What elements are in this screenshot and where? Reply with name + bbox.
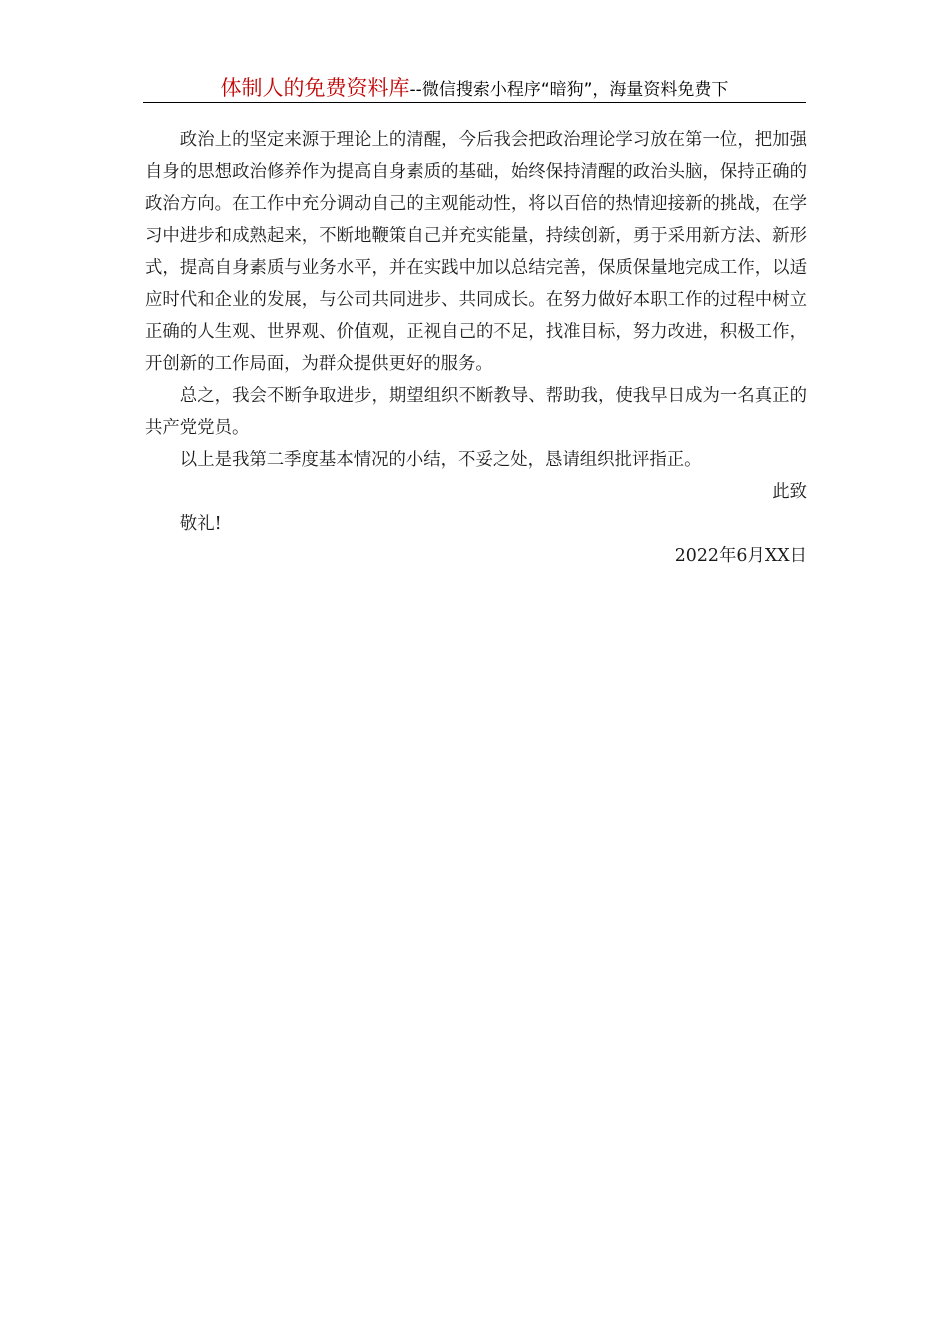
- salutation-regards: 敬礼!: [179, 514, 222, 534]
- page-header: [143, 72, 806, 103]
- header-subtitle: --微信搜索小程序“暗狗”，海量资料免费下: [409, 80, 729, 100]
- salutation-to: 此致: [772, 482, 807, 502]
- paragraph-summary: 总之，我会不断争取进步，期望组织不断教导、帮助我，使我早日成为一名真正的共产党党员。: [145, 386, 807, 438]
- header-title: 体制人的免费资料库: [220, 76, 410, 100]
- document-date: 2022年6月XX日: [674, 546, 807, 566]
- paragraph-conclusion: 以上是我第二季度基本情况的小结，不妥之处，恳请组织批评指正。: [179, 450, 702, 470]
- paragraph-political-study: 政治上的坚定来源于理论上的清醒，今后我会把政治理论学习放在第一位，把加强自身的思想政治修养作为提高自身素质的基础，始终保持清醒的政治头脑，保持正确的政治方向。在工作中充分调动自己的主观能动性，将以百倍的热情迎接新的挑战，在学习中进步和成熟起来，不断地鞭策自己并充实能量，持续创新，勇于采用新方法、新形式，提高自身素质与业务水平，并在实践中加以总结完善，保质保量地完成工作，以适应时代和企业的发展，与公司共同进步、共同成长。在努力做好本职工作的过程中树立正确的人生观、世界观、价值观，正视自己的不足，找准目标，努力改进，积极工作，开创新的工作局面，为群众提供更好的服务。: [145, 130, 807, 374]
- document-body: [145, 124, 807, 572]
